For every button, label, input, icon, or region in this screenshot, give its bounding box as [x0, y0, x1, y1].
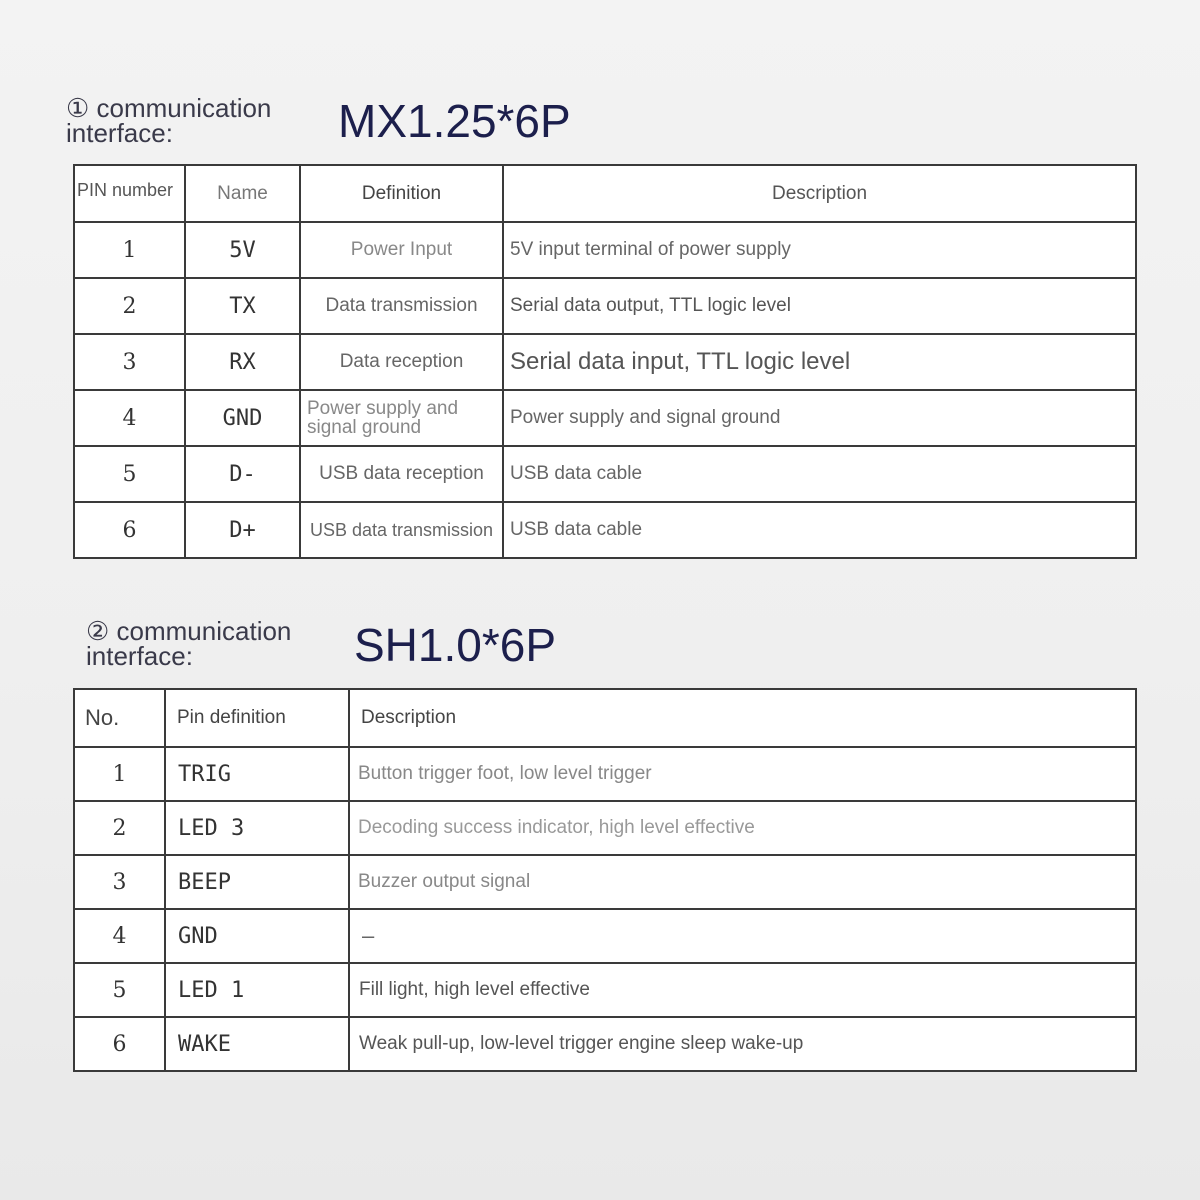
table-header-row [74, 165, 1136, 222]
table-row [74, 801, 1136, 855]
pin-number: 6 [74, 502, 185, 558]
pin-name: TX [185, 278, 300, 334]
header-no: No. [74, 689, 165, 747]
pin-name: D+ [185, 502, 300, 558]
pin-definition: Data transmission [300, 278, 503, 334]
header-pin-number: PIN number [74, 165, 185, 222]
table-row [74, 855, 1136, 909]
interface1-label: ① communication interface: [66, 93, 272, 148]
header-definition: Definition [300, 165, 503, 222]
table-row [74, 747, 1136, 801]
pin-definition: USB data reception [300, 446, 503, 502]
header-description: Description [503, 165, 1136, 222]
pin-name: GND [185, 390, 300, 446]
pin-description: Weak pull-up, low-level trigger engine sleep wake-up [349, 1017, 1136, 1071]
pin-number: 3 [74, 855, 165, 909]
pin-number: 1 [74, 747, 165, 801]
pin-number: 2 [74, 278, 185, 334]
pin-description: Serial data input, TTL logic level [503, 334, 1136, 390]
pin-description: Power supply and signal ground [503, 390, 1136, 446]
pin-definition: WAKE [165, 1017, 349, 1071]
table-row [74, 222, 1136, 278]
pin-definition: Data reception [300, 334, 503, 390]
pin-name: RX [185, 334, 300, 390]
pin-number: 5 [74, 446, 185, 502]
pin-description: – [349, 909, 1136, 963]
pin-definition: LED 1 [165, 963, 349, 1017]
interface1-model: MX1.25*6P [338, 95, 571, 147]
pin-name: D- [185, 446, 300, 502]
interface2-model: SH1.0*6P [354, 619, 557, 671]
pin-definition: USB data transmission [300, 502, 503, 558]
sh10-pin-table [73, 688, 1137, 1072]
pin-number: 3 [74, 334, 185, 390]
pin-name: 5V [185, 222, 300, 278]
pin-number: 1 [74, 222, 185, 278]
table-header-row [74, 689, 1136, 747]
table-row [74, 963, 1136, 1017]
pin-description: USB data cable [503, 502, 1136, 558]
mx125-pin-table [73, 164, 1137, 559]
pin-description: Button trigger foot, low level trigger [349, 747, 1136, 801]
header-description: Description [349, 689, 1136, 747]
pin-description: 5V input terminal of power supply [503, 222, 1136, 278]
pin-definition: Power Input [300, 222, 503, 278]
pin-number: 4 [74, 390, 185, 446]
header-name: Name [185, 165, 300, 222]
pin-definition: TRIG [165, 747, 349, 801]
table-row [74, 446, 1136, 502]
pin-number: 2 [74, 801, 165, 855]
table-row [74, 390, 1136, 446]
interface2-label: ② communication interface: [86, 616, 292, 671]
table-row [74, 278, 1136, 334]
pin-description: Fill light, high level effective [349, 963, 1136, 1017]
pin-definition: LED 3 [165, 801, 349, 855]
table-row [74, 502, 1136, 558]
pin-number: 4 [74, 909, 165, 963]
header-pin-definition: Pin definition [165, 689, 349, 747]
table-row [74, 334, 1136, 390]
table-row [74, 1017, 1136, 1071]
table-row [74, 909, 1136, 963]
pin-number: 6 [74, 1017, 165, 1071]
pin-definition: Power supply and signal ground [300, 390, 503, 446]
pin-definition: BEEP [165, 855, 349, 909]
pin-definition: GND [165, 909, 349, 963]
pin-description: Serial data output, TTL logic level [503, 278, 1136, 334]
pin-description: Buzzer output signal [349, 855, 1136, 909]
pin-description: Decoding success indicator, high level effective [349, 801, 1136, 855]
pin-number: 5 [74, 963, 165, 1017]
pin-description: USB data cable [503, 446, 1136, 502]
